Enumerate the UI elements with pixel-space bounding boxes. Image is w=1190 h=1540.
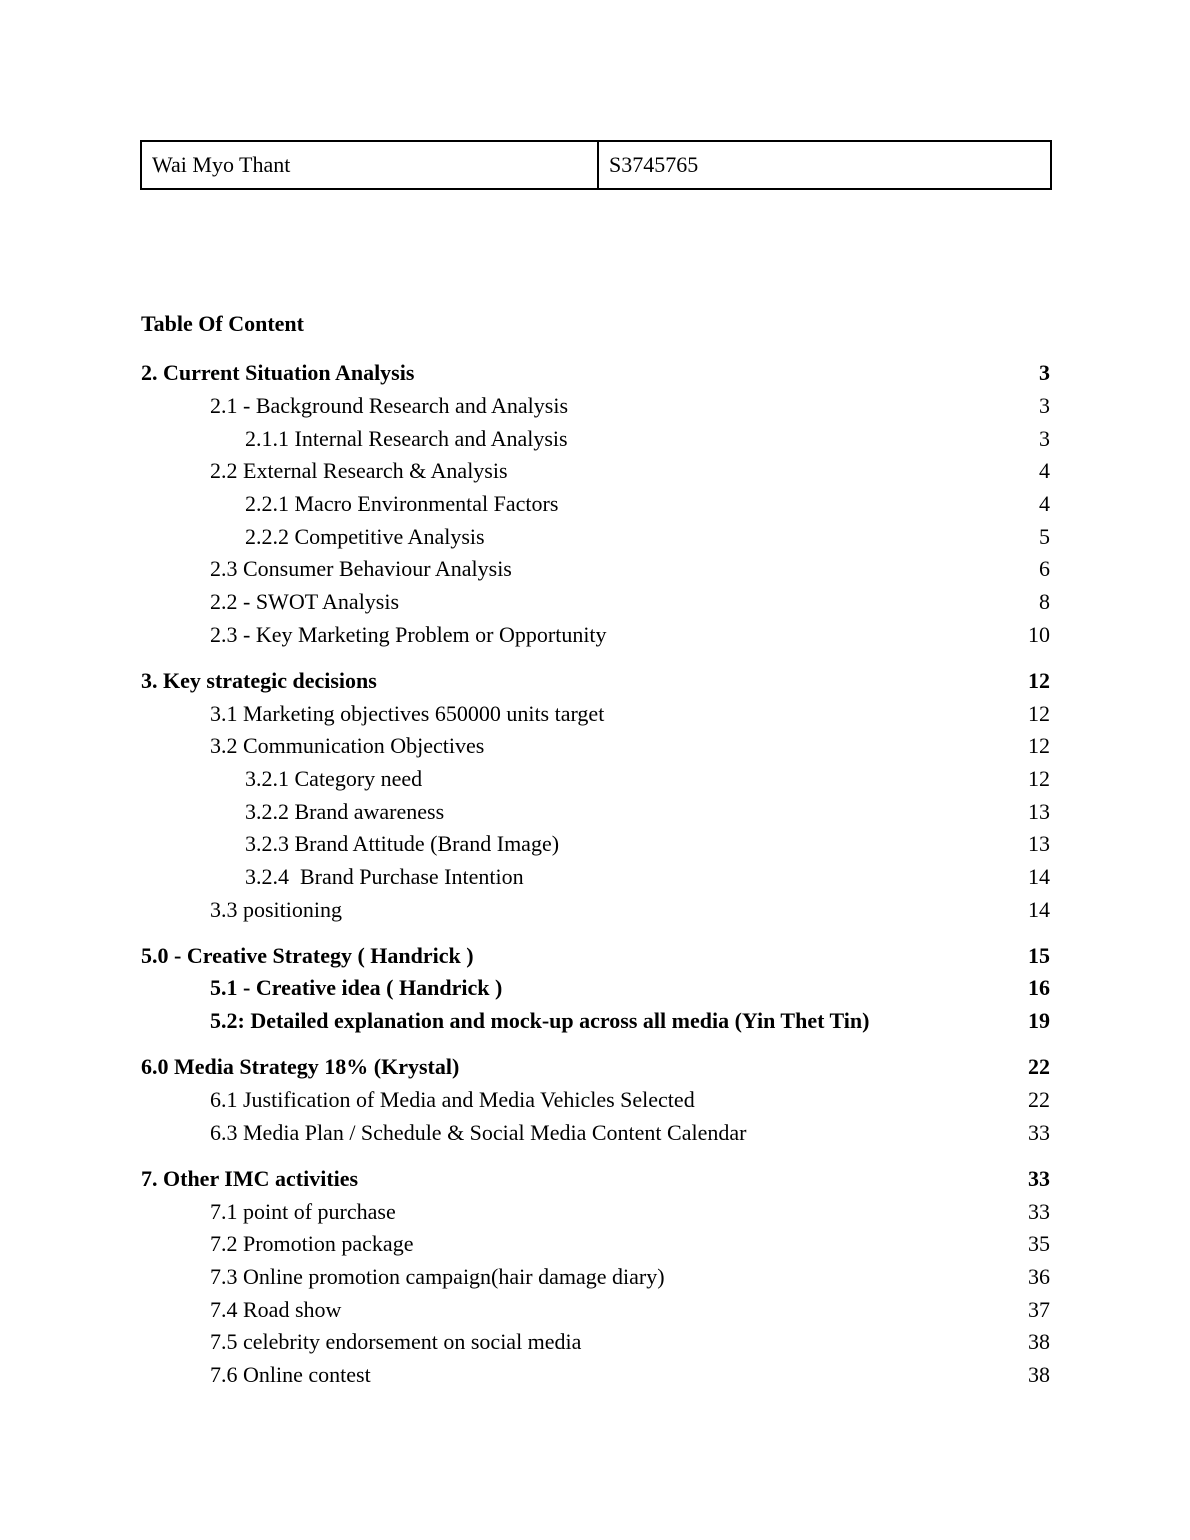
toc-entry-page: 12 bbox=[1028, 701, 1050, 726]
toc-entry-label: 6.3 Media Plan / Schedule & Social Media Content Calendar bbox=[210, 1120, 747, 1145]
toc-entry-label: 7.3 Online promotion campaign(hair damage diary) bbox=[210, 1264, 665, 1289]
toc-entry[interactable] bbox=[141, 620, 1050, 650]
toc-entry-page: 33 bbox=[1028, 1120, 1050, 1145]
toc-entry-page: 4 bbox=[1039, 458, 1050, 483]
toc-entry-label: 5.1 - Creative idea ( Handrick ) bbox=[210, 975, 503, 1000]
toc-entry[interactable] bbox=[141, 424, 1050, 454]
toc-entry[interactable] bbox=[141, 699, 1050, 729]
toc-entry-label: 2.2 - SWOT Analysis bbox=[210, 589, 400, 614]
toc-entry-page: 14 bbox=[1028, 897, 1050, 922]
toc-entry-page: 3 bbox=[1039, 360, 1050, 385]
toc-entry-page: 15 bbox=[1028, 943, 1050, 968]
toc-entry-page: 16 bbox=[1028, 975, 1050, 1000]
toc-entry-label: 3.3 positioning bbox=[210, 897, 343, 922]
toc-entry-label: 7. Other IMC activities bbox=[141, 1166, 359, 1191]
student-info-row bbox=[141, 141, 1051, 189]
toc-entry[interactable] bbox=[141, 731, 1050, 761]
toc-entry[interactable] bbox=[141, 1360, 1050, 1390]
toc-entry-page: 6 bbox=[1039, 556, 1050, 581]
toc-entry-page: 38 bbox=[1028, 1329, 1050, 1354]
toc-entry[interactable] bbox=[141, 1006, 1050, 1036]
toc-entry-label: 5.0 - Creative Strategy ( Handrick ) bbox=[141, 943, 474, 968]
toc-entry-page: 12 bbox=[1028, 668, 1050, 693]
toc-entry-label: 2.3 - Key Marketing Problem or Opportunity bbox=[210, 622, 607, 647]
toc-entry[interactable] bbox=[141, 829, 1050, 859]
toc-entry[interactable] bbox=[141, 358, 1050, 388]
toc-entry-label: 3.2.1 Category need bbox=[245, 766, 423, 791]
toc-entry-label: 3.1 Marketing objectives 650000 units target bbox=[210, 701, 605, 726]
toc-entry-label: 7.4 Road show bbox=[210, 1297, 342, 1322]
toc-entry[interactable] bbox=[141, 1229, 1050, 1259]
toc-entry-page: 12 bbox=[1028, 733, 1050, 758]
toc-entry[interactable] bbox=[141, 522, 1050, 552]
toc-entry-label: 2.1.1 Internal Research and Analysis bbox=[245, 426, 568, 451]
toc-entry-label: 2.3 Consumer Behaviour Analysis bbox=[210, 556, 512, 581]
toc-entry[interactable] bbox=[141, 895, 1050, 925]
toc-entry-page: 13 bbox=[1028, 799, 1050, 824]
student-info-table bbox=[140, 140, 1052, 190]
toc-entry-page: 38 bbox=[1028, 1362, 1050, 1387]
toc-entry-page: 3 bbox=[1039, 393, 1050, 418]
toc-entry-label: 5.2: Detailed explanation and mock-up across all media (Yin Thet Tin) bbox=[210, 1008, 870, 1033]
toc-entry-page: 37 bbox=[1028, 1297, 1050, 1322]
toc-entry-page: 4 bbox=[1039, 491, 1050, 516]
toc-entry[interactable] bbox=[141, 1085, 1050, 1115]
toc-entry-page: 33 bbox=[1028, 1166, 1050, 1191]
toc-entry[interactable] bbox=[141, 1295, 1050, 1325]
toc-entry-page: 5 bbox=[1039, 524, 1050, 549]
toc-entry-label: 2.2.2 Competitive Analysis bbox=[245, 524, 485, 549]
toc-entry[interactable] bbox=[141, 489, 1050, 519]
toc-entry-page: 22 bbox=[1028, 1054, 1050, 1079]
toc-entry-label: 2.1 - Background Research and Analysis bbox=[210, 393, 569, 418]
toc-entry-page: 10 bbox=[1028, 622, 1050, 647]
toc-entry-label: 3.2.3 Brand Attitude (Brand Image) bbox=[245, 831, 560, 856]
toc-entry-label: 7.1 point of purchase bbox=[210, 1199, 396, 1224]
toc-entry[interactable] bbox=[141, 1164, 1050, 1194]
toc-entry-label: 3.2.2 Brand awareness bbox=[245, 799, 445, 824]
toc-entry[interactable] bbox=[141, 1262, 1050, 1292]
toc-entry[interactable] bbox=[141, 1118, 1050, 1148]
toc-entry-page: 12 bbox=[1028, 766, 1050, 791]
toc-entry[interactable] bbox=[141, 973, 1050, 1003]
toc-entry-page: 3 bbox=[1039, 426, 1050, 451]
toc-title: Table Of Content bbox=[141, 311, 304, 336]
student-id: S3745765 bbox=[598, 141, 1051, 189]
toc-entry[interactable] bbox=[141, 391, 1050, 421]
toc-entry-page: 36 bbox=[1028, 1264, 1050, 1289]
toc-entry[interactable] bbox=[141, 666, 1050, 696]
toc-entry-label: 6.1 Justification of Media and Media Vehicles Selected bbox=[210, 1087, 695, 1112]
toc-entry-label: 3. Key strategic decisions bbox=[141, 668, 377, 693]
toc-entry[interactable] bbox=[141, 1327, 1050, 1357]
toc-entry-label: 2.2.1 Macro Environmental Factors bbox=[245, 491, 559, 516]
toc-entry-page: 19 bbox=[1028, 1008, 1050, 1033]
toc-entry-page: 14 bbox=[1028, 864, 1050, 889]
toc-entry-page: 35 bbox=[1028, 1231, 1050, 1256]
toc-entry-label: 2.2 External Research & Analysis bbox=[210, 458, 508, 483]
toc-entry-page: 33 bbox=[1028, 1199, 1050, 1224]
toc-entry-page: 22 bbox=[1028, 1087, 1050, 1112]
toc-entry[interactable] bbox=[141, 941, 1050, 971]
toc-entry-label: 3.2 Communication Objectives bbox=[210, 733, 485, 758]
toc-entry[interactable] bbox=[141, 1197, 1050, 1227]
toc-entry[interactable] bbox=[141, 1052, 1050, 1082]
toc-entry-label: 7.5 celebrity endorsement on social media bbox=[210, 1329, 582, 1354]
toc-entry-label: 3.2.4 Brand Purchase Intention bbox=[245, 864, 524, 889]
toc-entry-label: 7.6 Online contest bbox=[210, 1362, 371, 1387]
toc-entry-label: 6.0 Media Strategy 18% (Krystal) bbox=[141, 1054, 460, 1079]
toc-entry[interactable] bbox=[141, 587, 1050, 617]
toc-entry[interactable] bbox=[141, 862, 1050, 892]
student-name: Wai Myo Thant bbox=[141, 141, 598, 189]
toc-entry[interactable] bbox=[141, 554, 1050, 584]
toc-entry-label: 7.2 Promotion package bbox=[210, 1231, 414, 1256]
toc-entry[interactable] bbox=[141, 456, 1050, 486]
toc-entry[interactable] bbox=[141, 764, 1050, 794]
toc-entry-page: 13 bbox=[1028, 831, 1050, 856]
toc-entry-label: 2. Current Situation Analysis bbox=[141, 360, 415, 385]
toc-entry[interactable] bbox=[141, 797, 1050, 827]
toc-entry-page: 8 bbox=[1039, 589, 1050, 614]
